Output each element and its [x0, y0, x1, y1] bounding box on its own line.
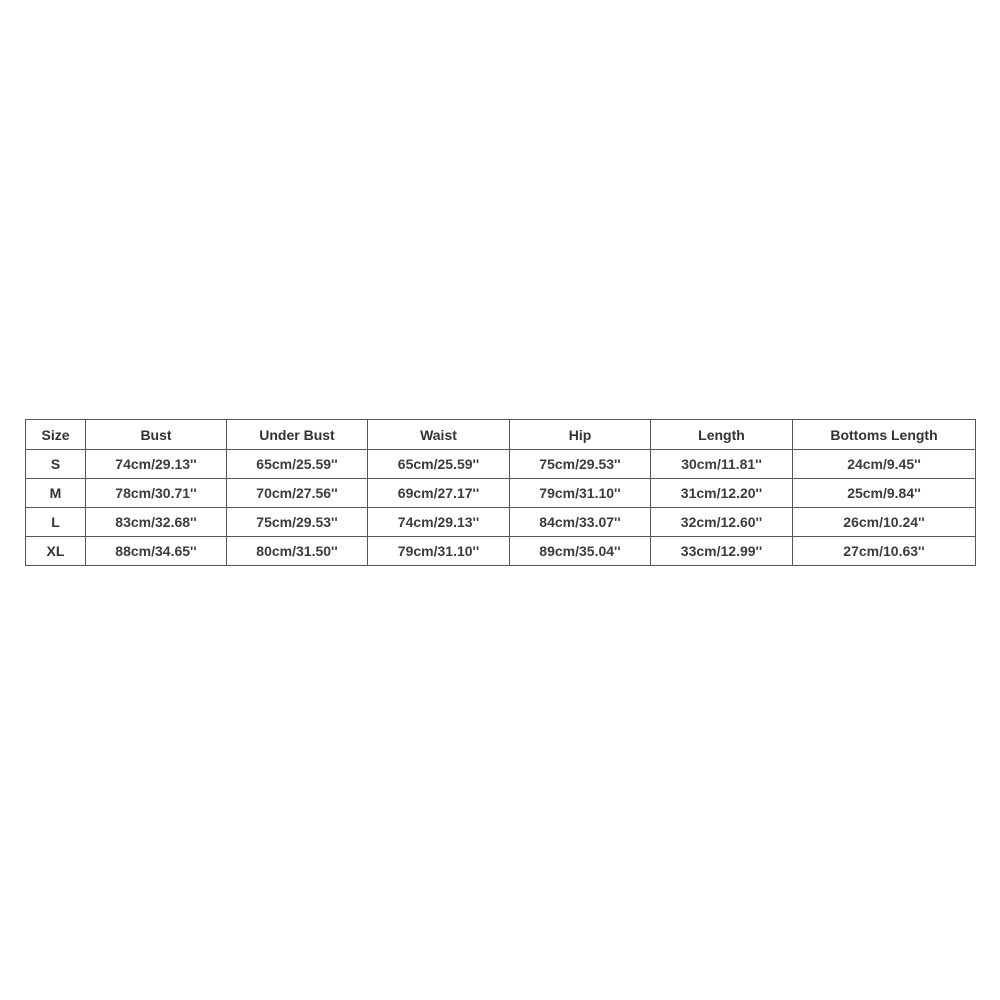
under-bust-cell: 65cm/25.59'' [227, 450, 368, 479]
hip-cell: 79cm/31.10'' [510, 479, 651, 508]
header-hip: Hip [510, 420, 651, 450]
waist-cell: 74cm/29.13'' [368, 508, 510, 537]
header-size: Size [26, 420, 86, 450]
under-bust-cell: 80cm/31.50'' [227, 537, 368, 566]
bottoms-length-cell: 27cm/10.63'' [793, 537, 976, 566]
bust-cell: 74cm/29.13'' [86, 450, 227, 479]
under-bust-cell: 70cm/27.56'' [227, 479, 368, 508]
size-cell: XL [26, 537, 86, 566]
header-length: Length [651, 420, 793, 450]
hip-cell: 89cm/35.04'' [510, 537, 651, 566]
size-cell: L [26, 508, 86, 537]
table-row [26, 450, 976, 479]
bust-cell: 88cm/34.65'' [86, 537, 227, 566]
length-cell: 30cm/11.81'' [651, 450, 793, 479]
table-row [26, 508, 976, 537]
header-waist: Waist [368, 420, 510, 450]
table-row [26, 537, 976, 566]
hip-cell: 75cm/29.53'' [510, 450, 651, 479]
bottoms-length-cell: 24cm/9.45'' [793, 450, 976, 479]
size-chart-table [25, 419, 976, 566]
header-under-bust: Under Bust [227, 420, 368, 450]
bust-cell: 78cm/30.71'' [86, 479, 227, 508]
header-row [26, 420, 976, 450]
size-cell: S [26, 450, 86, 479]
bust-cell: 83cm/32.68'' [86, 508, 227, 537]
waist-cell: 79cm/31.10'' [368, 537, 510, 566]
bottoms-length-cell: 25cm/9.84'' [793, 479, 976, 508]
waist-cell: 69cm/27.17'' [368, 479, 510, 508]
table-row [26, 479, 976, 508]
bottoms-length-cell: 26cm/10.24'' [793, 508, 976, 537]
header-bust: Bust [86, 420, 227, 450]
length-cell: 33cm/12.99'' [651, 537, 793, 566]
length-cell: 32cm/12.60'' [651, 508, 793, 537]
size-cell: M [26, 479, 86, 508]
under-bust-cell: 75cm/29.53'' [227, 508, 368, 537]
length-cell: 31cm/12.20'' [651, 479, 793, 508]
waist-cell: 65cm/25.59'' [368, 450, 510, 479]
header-bottoms-length: Bottoms Length [793, 420, 976, 450]
hip-cell: 84cm/33.07'' [510, 508, 651, 537]
